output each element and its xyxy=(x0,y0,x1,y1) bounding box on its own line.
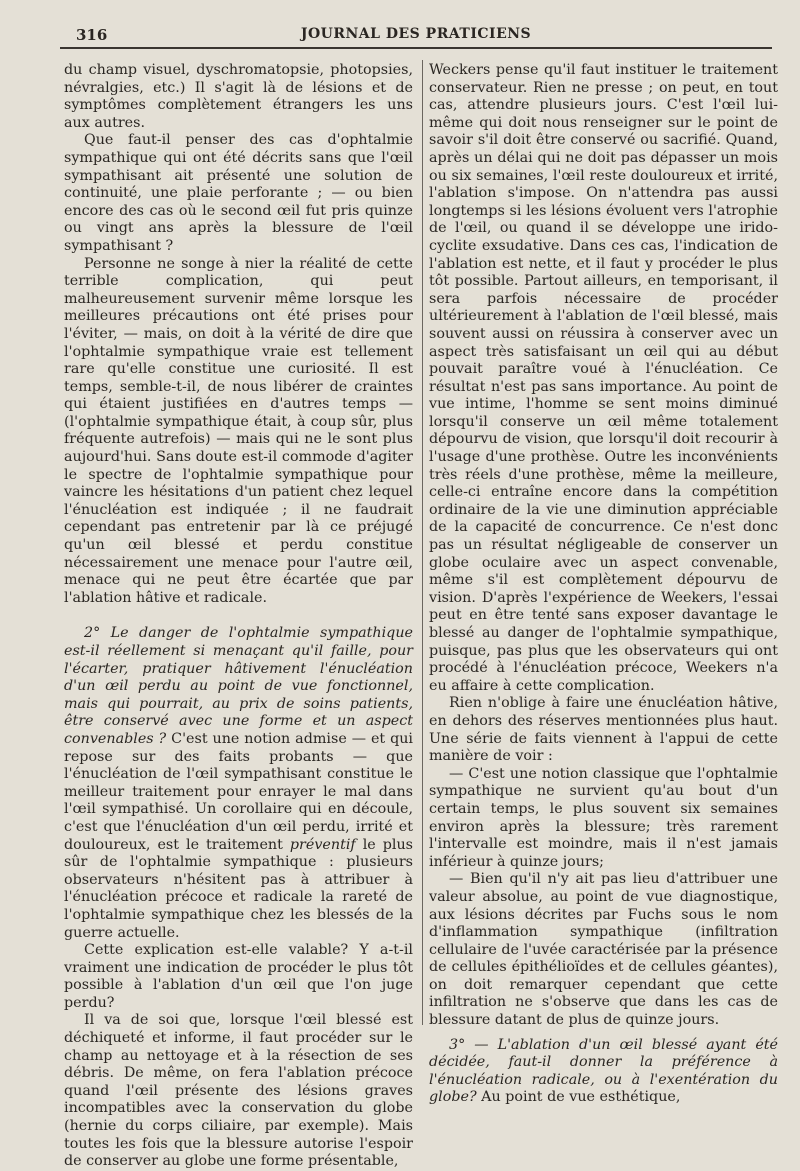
paragraph: — Bien qu'il n'y ait pas lieu d'attribuer une valeur absolue, au point de vue diagnostique, aux lésions décrites par Fuchs sous le nom d'inflammation sympathique (infiltration cellulaire de l'uvée caractérisée par la présence de cellules épithélioïdes et de cellules géantes), on doit remarquer cependant que cette infiltration ne s'observe que dans les cas de blessure datant de plus de quinze jours. xyxy=(429,871,778,1029)
header-rule xyxy=(60,47,772,49)
section-2-paragraph xyxy=(64,625,413,942)
paragraph: Que faut-il penser des cas d'ophtalmie sympathique qui ont été décrits sans que l'œil sympathisant ait présenté une solution de continuité, une plaie perforante ; — ou bien encore des cas où le second œil fut pris quinze ou vingt ans après la blessure de l'œil sympathisant ? xyxy=(64,132,413,254)
column-divider xyxy=(422,60,423,1025)
paragraph: Cette explication est-elle valable? Y a-t-il vraiment une indication de procéder le plus tôt possible à l'ablation d'un œil que l'on juge perdu? xyxy=(64,942,413,1011)
paragraph: Rien n'oblige à faire une énucléation hâtive, en dehors des réserves mentionnées plus haut. Une série de faits viennent à l'appui de cette manière de voir : xyxy=(429,695,778,765)
left-column xyxy=(64,62,413,1171)
paragraph: — C'est une notion classique que l'ophtalmie sympathique ne survient qu'au bout d'un certain temps, le plus souvent six semaines environ après la blessure; très rarement l'intervalle est moindre, mais il n'est jamais inférieur à quinze jours; xyxy=(429,765,778,870)
text-run: Au point de vue esthétique, xyxy=(481,1089,681,1106)
right-column xyxy=(429,62,778,1107)
emphasis: préventif xyxy=(289,836,356,853)
page-number: 316 xyxy=(76,26,108,44)
text-run: le plus sûr de l'ophtalmie sympathique : plusieurs observateurs n'hésitent pas à attribuer à l'énucléation précoce et radicale la rareté de l'ophtalmie sympathique chez les blessés de la guerre actuelle. xyxy=(64,836,414,941)
section-3-heading: 3° — L'ablation d'un œil blessé ayant été décidée, faut-il donner la préférence à l'énucléation radicale, ou à l'exentération du globe? xyxy=(429,1036,778,1106)
journal-title: JOURNAL DES PRATICIENS xyxy=(300,26,532,42)
text-run: C'est une notion admise — et qui repose sur des faits probants — que l'énucléation de l'œil sympathisant constitue le meilleur traitement pour enrayer le mal dans l'œil sympathisé. Un corollaire qui en découle, c'est que l'énucléation d'un œil perdu, irrité et douloureux, est le traitement xyxy=(64,730,414,853)
paragraph: Il va de soi que, lorsque l'œil blessé est déchiqueté et informe, il faut procéder sur le champ au nettoyage et à la résection de ses débris. De même, on fera l'ablation précoce quand l'œil présente des lésions graves incompatibles avec la conservation du globe (hernie du corps ciliaire, par exemple). Mais toutes les fois que la blessure autorise l'espoir de conserver au globe une forme présentable, xyxy=(64,1012,413,1170)
paragraph: Weckers pense qu'il faut instituer le traitement conservateur. Rien ne presse ; on peut, en tout cas, attendre plusieurs jours. C'est l'œil lui-même qui doit nous renseigner sur le point de savoir s'il doit être conservé ou sacrifié. Quand, après un délai qui ne doit pas dépasser un mois ou six semaines, l'œil reste douloureux et irrité, l'ablation s'impose. On n'attendra pas aussi longtemps si les lésions évoluent vers l'atrophie de l'œil, ou quand il se développe une irido-cyclite exsudative. Dans ces cas, l'indication de l'ablation est nette, et il faut y procéder le plus tôt possible. Partout ailleurs, en temporisant, il sera parfois nécessaire de procéder ultérieurement à l'ablation de l'œil blessé, mais souvent aussi on réussira à conserver avec un aspect très satisfaisant un œil qui au début pouvait paraître voué à l'énucléation. Ce résultat n'est pas sans importance. Au point de vue intime, l'homme se sent moins diminué lorsqu'il conserve un œil même totalement dépourvu de vision, que lorsqu'il doit recourir à l'usage d'une prothèse. Outre les inconvénients très réels d'une prothèse, même la meilleure, celle-ci entraîne encore dans la compétition ordinaire de la vie une diminution appréciable de la capacité de concurrence. Ce n'est donc pas un résultat négligeable de conserver un globe oculaire avec un aspect convenable, même s'il est complètement dépourvu de vision. D'après l'expérience de Weekers, l'essai peut en être tenté sans exposer davantage le blessé au danger de l'ophtalmie sympathique, puisque, pas plus que les observateurs qui ont procédé à l'énucléation précoce, Weekers n'a eu affaire à cette complication. xyxy=(429,62,778,694)
paragraph: Personne ne songe à nier la réalité de cette terrible complication, qui peut malheureusement survenir même lorsque les meilleures précautions ont été prises pour l'éviter, — mais, on doit à la vérité de dire que l'ophtalmie sympathique vraie est tellement rare qu'elle constitue une curiosité. Il est temps, semble-t-il, de nous libérer de craintes qui étaient justifiées en d'autres temps — (l'ophtalmie sympathique était, à coup sûr, plus fréquente autrefois) — mais qui ne le sont plus aujourd'hui. Sans doute est-il commode d'agiter le spectre de l'ophtalmie sympathique pour vaincre les hésitations d'un patient chez lequel l'énucléation est indiquée ; il ne faudrait cependant pas entretenir par là ce préjugé qu'un œil blessé et perdu constitue nécessairement une menace pour l'autre œil, menace qui ne peut être écartée que par l'ablation hâtive et radicale. xyxy=(64,255,413,606)
section-3-paragraph xyxy=(429,1037,778,1107)
running-header xyxy=(60,22,772,48)
paragraph: du champ visuel, dyschromatopsie, photopsies, névralgies, etc.) Il s'agit là de lésions et de symptômes complètement étrangers les uns aux autres. xyxy=(64,62,413,131)
section-2-heading: 2° Le danger de l'ophtalmie sympathique est-il réellement si menaçant qu'il faille, pour l'écarter, pratiquer hâtivement l'énucléation d'un œil perdu au point de vue fonctionnel, mais qui pourrait, au prix de soins patients, être conservé avec une forme et un aspect convenables ? xyxy=(64,625,413,747)
